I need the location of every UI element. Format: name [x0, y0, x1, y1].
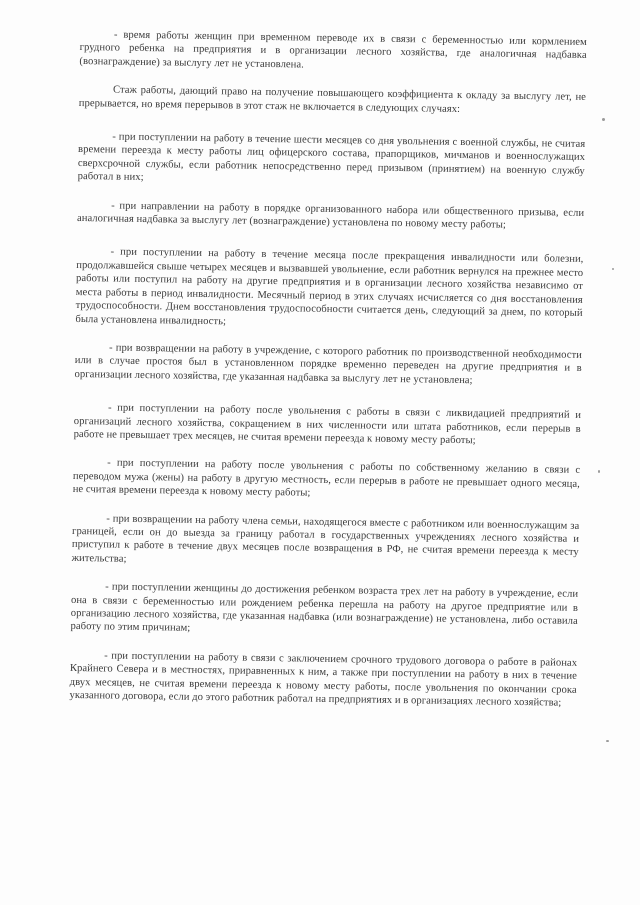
- paragraph-disability: - при поступлении на работу в течение месяца после прекращения инвалидности или болезни, продолжавшейся свыше четырех месяцев и вызвавшей увольнение, если работник вернулся на прежнее место работы или поступил на работу на другие предприятия и в организации лесного хозяйства независимо от места работы в период инвалидности. Месячный период в этих случаях исчисляется со дня восстановления трудоспособности. Днем восстановления трудоспособности считается день, следующий за днем, по который была установлена инвалидность;: [75, 246, 584, 327]
- paragraph-organized-recruitment: - при направлении на работу в порядке организованного набора или общественного призыва, если аналогичная надбавка за выслугу лет (вознаграждение) установлена по новому месту работы;: [76, 200, 585, 231]
- paragraph-liquidation: - при поступлении на работу после увольнения с работы в связи с ликвидацией предприятий и организаций лесного хозяйства, сокращением в них численности или штата работников, если перерыв в работе не превышает трех месяцев, не считая времени переезда к новому месту работы;: [73, 402, 582, 447]
- paragraph-military-service: - при поступлении на работу в течение шести месяцев со дня увольнения с военной службы, не считая времени переезда к месту работы лиц офицерского состава, прапорщиков, мичманов и военнослужащих сверхсрочной службы, если работник непосредственно перед призывом (принятием) на военную службу работал в них;: [77, 131, 586, 184]
- paragraph-seniority-intro: Стаж работы, дающий право на получение повышающего коэффициента к окладу за выслугу лет, не прерывается, но время перерывов в этот стаж не включается в следующих случаях:: [78, 84, 587, 115]
- paragraph-spouse-transfer: - при поступлении на работу после увольнения с работы по собственному желанию в связи с переводом мужа (жены) на работу в другую местность, если перерыв в работе не превышает одного месяца, не считая времени переезда к новому месту работы;: [72, 457, 581, 499]
- scan-speck: [606, 740, 609, 742]
- scan-speck: [598, 470, 600, 473]
- paragraph-childcare: - при поступлении женщины до достижения ребенком возраста трех лет на работу в учреждение, если она в связи с беременностью или рождением ребенка перешла на работу на другое предприятие или в организацию лесного хозяйства, где указанная надбавка (или вознаграждение) не установлена, либо оставила работу по этим причинам;: [70, 581, 579, 635]
- scan-speck: [602, 118, 605, 121]
- document-body: [69, 28, 587, 718]
- paragraph-pregnancy-transfer: - время работы женщин при временном переводе их в связи с беременностью или кормлением грудного ребенка на предприятия и в организации лесного хозяйства, где аналогичная надбавка (вознаграждение) за выслугу лет не установлена.: [79, 29, 587, 71]
- paragraph-far-north: - при поступлении на работу в связи с заключением срочного трудового договора о работе в районах Крайнего Севера и в местностях, приравненных к ним, а также при поступлении на работу в них в течение двух месяцев, не считая времени переезда к новому месту работы, после увольнения по окончании срока указанного договора, если до этого работник работал на предприятиях и в организациях лесного хозяйства;: [69, 650, 578, 709]
- paragraph-return-after-transfer: - при возвращении на работу в учреждение, с которого работник по производственной необходимости или в случае простоя был в установленном порядке временно переведен на другие предприятия и в организации лесного хозяйства, где указанная надбавка за выслугу лет не установлена;: [74, 342, 583, 386]
- scan-speck: [612, 268, 614, 270]
- paragraph-family-abroad: - при возвращении на работу члена семьи, находящегося вместе с работником или военнослужащим за границей, если он до выезда за границу работал в государственных учреждениях лесного хозяйства и приступил к работе в течение двух месяцев после возвращения в РФ, не считая времени переезда к месту жительства;: [71, 513, 580, 565]
